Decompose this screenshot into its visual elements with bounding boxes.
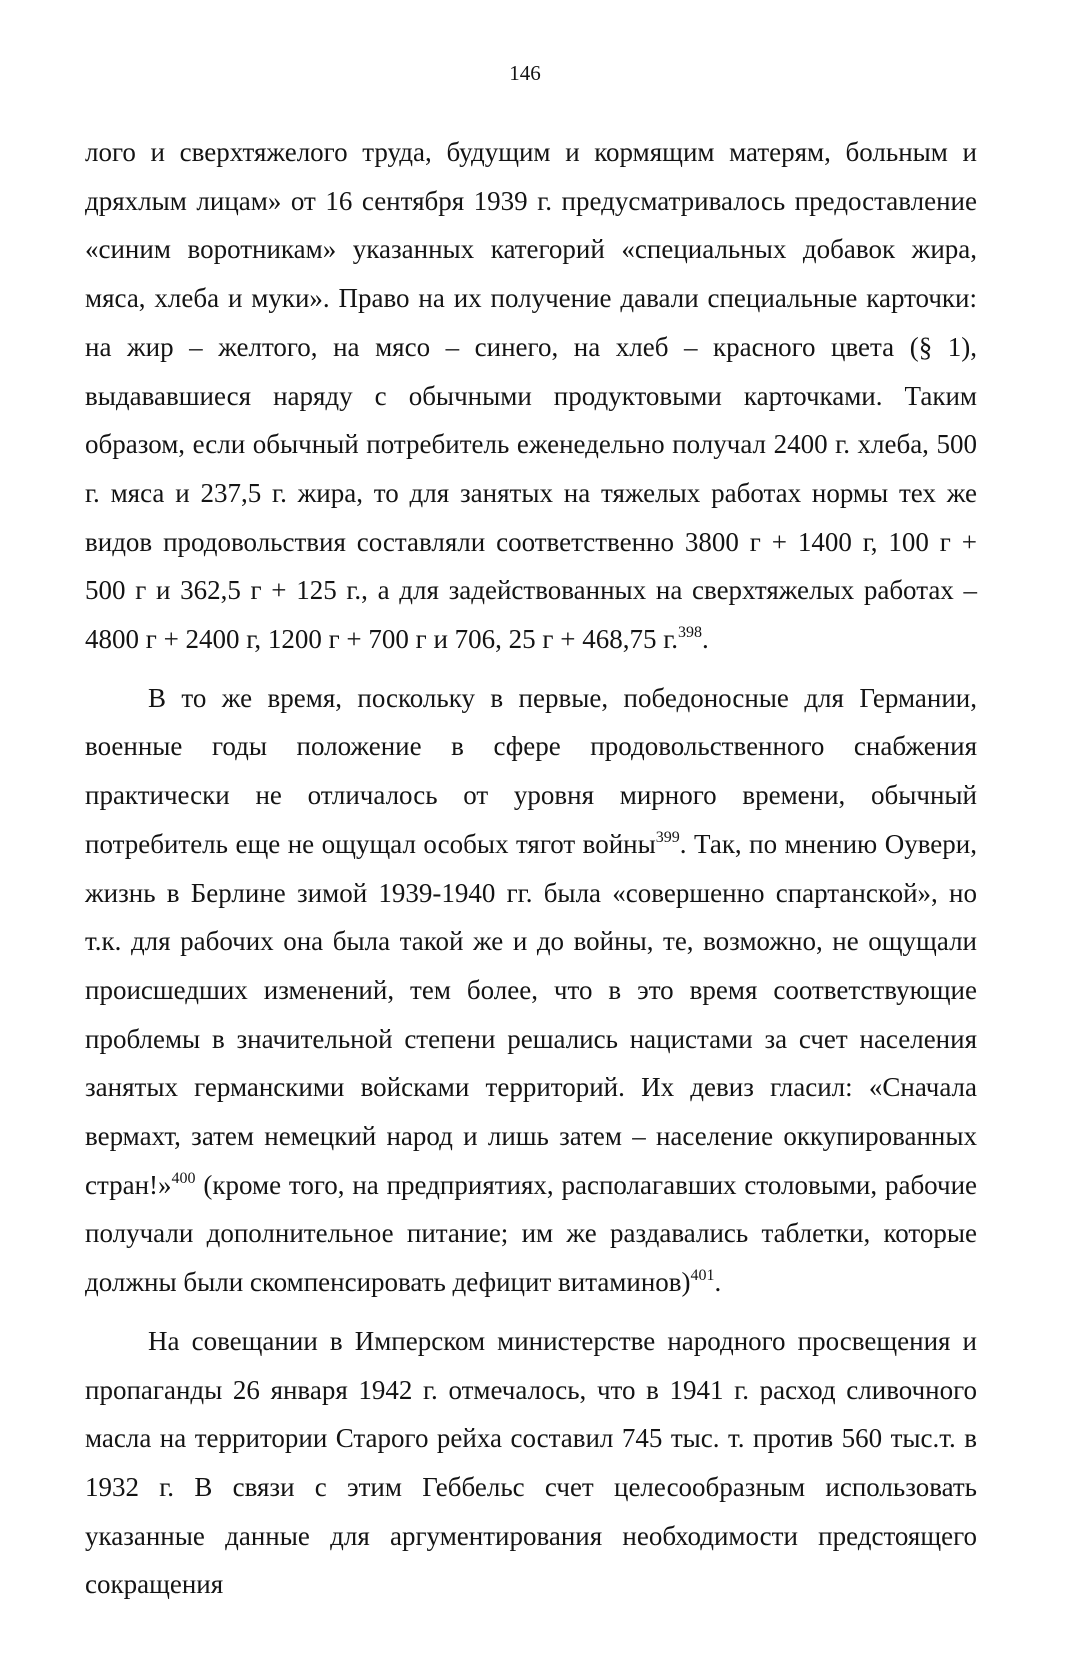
paragraph-text: . — [702, 624, 709, 655]
paragraph — [85, 1317, 977, 1609]
body-text — [85, 128, 977, 1609]
footnote-ref: 399 — [655, 828, 680, 846]
paragraph-text: . Так, по мнению Оувери, жизнь в Берлине зимой 1939-1940 гг. была «совершенно спартанской», но т.к. для рабочих она была такой же и до войны, те, возможно, не ощущали происшедших изменений, тем более, что в это время соответствующие проблемы в значительной степени решались нацистами за счет населения занятых германскими войсками территорий. Их девиз гласил: «Сначала вермахт, затем немецкий народ и лишь затем – население оккупированных стран!» — [85, 828, 977, 1200]
page-number: 146 — [509, 61, 541, 85]
paragraph-text: (кроме того, на предприятиях, располагавших столовыми, рабочие получали дополнительное питание; им же раздавались таблетки, которые должны были скомпенсировать дефицит витаминов) — [85, 1169, 977, 1298]
paragraph-text: На совещании в Имперском министерстве народного просвещения и пропаганды 26 января 1942 г. отмечалось, что в 1941 г. расход сливочного масла на территории Старого рейха составил 745 тыс. т. против 560 тыс.т. в 1932 г. В связи с этим Геббельс счет целесообразным использовать указанные данные для аргументирования необходимости предстоящего сокращения — [85, 1325, 977, 1600]
footnote-ref: 398 — [678, 624, 702, 642]
footnote-ref: 401 — [690, 1267, 715, 1285]
paragraph-text: . — [714, 1267, 722, 1298]
paragraph — [85, 128, 977, 664]
paragraph-text: лого и сверхтяжелого труда, будущим и кормящим матерям, больным и дряхлым лицам» от 16 сентября 1939 г. предусматривалось предоставление «синим воротникам» указанных категорий «специальных добавок жира, мяса, хлеба и муки». Право на их получение давали специальные карточки: на жир – желтого, на мясо – синего, на хлеб – красного цвета (§ 1), выдававшиеся наряду с обычными продуктовыми карточками. Таким образом, если обычный потребитель еженедельно получал 2400 г. хлеба, 500 г. мяса и 237,5 г. жира, то для занятых на тяжелых работах нормы тех же видов продовольствия составляли соответственно 3800 г + 1400 г, 100 г + 500 г и 362,5 г + 125 г., а для задействованных на сверхтяжелых работах – 4800 г + 2400 г, 1200 г + 700 г и 706, 25 г + 468,75 г. — [85, 137, 977, 655]
paragraph-text: В то же время, поскольку в первые, победоносные для Германии, военные годы положение в сфере продовольственного снабжения практически не отличалось от уровня мирного времени, обычный потребитель еще не ощущал особых тягот войны — [85, 682, 977, 859]
paragraph — [85, 674, 977, 1307]
footnote-ref: 400 — [171, 1169, 196, 1187]
